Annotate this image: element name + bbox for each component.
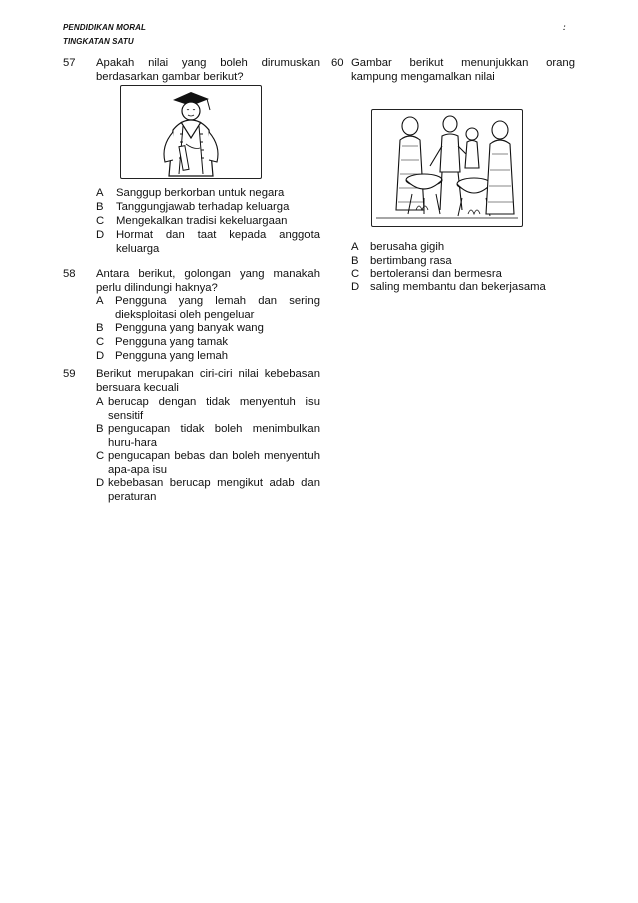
header-level: TINGKATAN SATU — [63, 37, 134, 46]
option-letter: A — [351, 241, 359, 253]
question-text: Antara berikut, golongan yang manakah perlu dilindungi haknya? — [96, 268, 320, 294]
option-text: Pengguna yang banyak wang — [115, 322, 264, 334]
option-text: Pengguna yang lemah — [115, 350, 229, 362]
option-text: Tanggungjawab terhadap keluarga — [116, 201, 290, 213]
question-text: Apakah nilai yang boleh dirumuskan berdasarkan gambar berikut? — [96, 57, 320, 83]
question-number: 58 — [63, 268, 76, 280]
option-text: Sanggup berkorban untuk negara — [116, 187, 285, 199]
option-letter: A — [96, 187, 104, 199]
option-text: berusaha gigih — [370, 241, 445, 253]
option-letter: D — [96, 229, 105, 241]
option-letter: D — [96, 477, 105, 489]
graduate-icon — [121, 86, 261, 178]
option-text: Pengguna yang tamak — [115, 336, 229, 348]
option-letter: B — [96, 423, 104, 435]
option-letter: C — [96, 336, 105, 348]
option-letter: D — [351, 281, 360, 293]
question-text: Berikut merupakan ciri-ciri nilai kebebasan bersuara kecuali — [96, 368, 320, 394]
option-letter: B — [351, 255, 359, 267]
option-letter: C — [96, 450, 105, 462]
option-text: pengucapan bebas dan boleh menyentuh apa-apa isu — [108, 450, 320, 476]
option-letter: A — [96, 295, 104, 307]
graduate-illustration — [120, 85, 262, 179]
option-text: Mengekalkan tradisi kekeluargaan — [116, 215, 288, 227]
option-text: Pengguna yang lemah dan sering dieksploitasi oleh pengeluar — [115, 295, 320, 321]
option-text: bertoleransi dan bermesra — [370, 268, 502, 280]
option-text: bertimbang rasa — [370, 255, 452, 267]
option-letter: A — [96, 396, 104, 408]
option-letter: C — [96, 215, 105, 227]
option-text: Hormat dan taat kepada anggota keluarga — [116, 229, 320, 255]
villagers-icon — [372, 110, 522, 226]
header-right-mark: : — [563, 23, 566, 32]
option-text: pengucapan tidak boleh menimbulkan huru-hara — [108, 423, 320, 449]
header-subject: PENDIDIKAN MORAL — [63, 23, 146, 32]
question-number: 59 — [63, 368, 76, 380]
option-text: saling membantu dan bekerjasama — [370, 281, 546, 293]
villagers-cooking-illustration — [371, 109, 523, 227]
question-number: 60 — [331, 57, 344, 69]
option-letter: D — [96, 350, 105, 362]
question-text: Gambar berikut menunjukkan orang kampung mengamalkan nilai — [351, 57, 575, 83]
option-text: berucap dengan tidak menyentuh isu sensitif — [108, 396, 320, 422]
option-text: kebebasan berucap mengikut adab dan peraturan — [108, 477, 320, 503]
question-number: 57 — [63, 57, 76, 69]
option-letter: B — [96, 201, 104, 213]
option-letter: B — [96, 322, 104, 334]
option-letter: C — [351, 268, 360, 280]
